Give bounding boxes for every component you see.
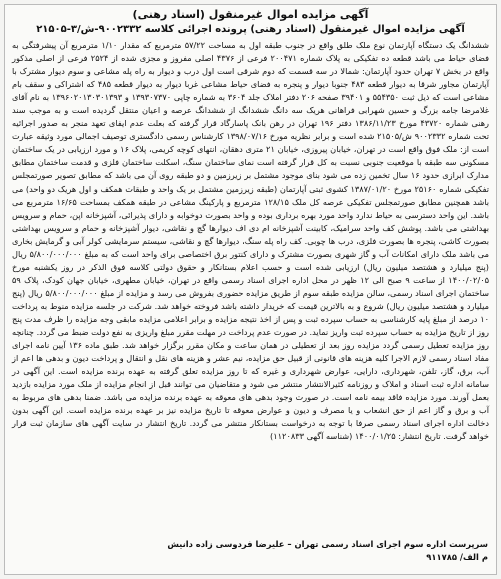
notice-title: آگهی مزایده اموال غیرمنقول (اسناد رهنی) [132,8,369,21]
notice-footer [5,538,496,564]
reference-number: م الف/ ۹۱۱۷۸۵ [426,552,488,562]
newspaper-clipping [4,4,497,575]
notice-body: ششدانگ یک دستگاه آپارتمان نوع ملک طلق واقع در جنوب طبقه اول به مساحت ۵۷/۲۲ مترمربع که مقدار ۱/۱۰ مترمربع آن پیشرفتگی به فضای حیاط می باشد قطعه ده تفکیکی به پلاک شماره ۲۰۰۴۷۱ فرعی از ۴۳۷۶ اصلی مفروز و مجزی شده از ۲۵۲۴ فرعی از اصلی مذکور واقع در بخش ۷ تهران حدود آپارتمان: شمالا در سه قسمت که دوم شرقی است اول درب و دیوار به راه پله مشاعی و سوم دیوار مشترک با آپارتمان مجاور شرقا به دیوار قطعه ۴۸۳ جنوبا دیوار و پنجره به فضای حیاط مشاعی غربا دیوار به دیوار قطعه ۴۸۵ که اشتراکی و سقف بام مشاعی است که ذیل ثبت ۵۵۴۳۵۰ و ۳۹۴۰۱ صفحه ۲۰۶ دفتر املاک جلد ۳۶۰۴ به شماره چاپی ۱۳۹۳۰۷۳۷۰ و ۱۳۹۶۰۲۰۱۳۰۳۰۱۳۹۳ به نام آقای غلامرضا جامه بزرگ و حسین شهرابی فراهانی هریک سه دانگ ششدانگ از ششدانگ عرصه و اعیان منتقل گردیده است و به موجب سند رهنی شماره ۴۳۷۲۰ مورخ ۱۳۸۶/۱۱/۲۳ دفتر ۱۹۶ تهران در رهن بانک پاسارگاد قرار گرفته که بعلت عدم ایفای تعهد منجر به صدور اجرائیه تحت شماره ۹۰۰۲۳۳۲ ش/۲۱۵۰۵ شده است و برابر نظریه مورخ ۱۳۹۸/۰۷/۱۶ کارشناس رسمی دادگستری توصیف اجمالی مورد وثیقه عبارت است از: ملک فوق واقع است در تهران، خیابان پیروزی، خیابان ۲۱ متری دهقان، انتهای کوچه کریمی، پلاک ۱۶ و مورد ارزیابی در یک ساختمان مسکونی سه طبقه با موقعیت جنوبی نسبت به کل قرار گرفته است نمای ساختمان سنگ، اسکلت ساختمان فلزی و قدمت ساختمان مطابق مدارک ابرازی حدود ۱۶ سال تخمین زده می شود بنای موجود مشتمل بر زیرزمین و دو طبقه روی آن می باشد که مطابق تصویر صورتمجلس تفکیکی شماره ۲۵۱۶۰ مورخ ۱۳۸۷/۰۱/۲۰ کشوی ثبتی آپارتمان (طبقه زیرزمین مشتمل بر یک واحد و طبقات همکف و اول هریک دو واحد) می باشد همچنین مطابق صورتمجلس تفکیکی عرصه کل ملک ۱۲۸/۱۵ مترمربع و پارکینگ مشاعی در طبقه همکف بمساحت ۱۶/۶۵ مترمربع می باشد. این واحد دسترسی به حیاط ندارد واحد مورد بهره برداری بوده و واحد بصورت دوخوابه و دارای پذیرائی، آشپزخانه اپن، حمام و سرویس بهداشتی می باشد. پوشش کف واحد سرامیک، کابینت آشپزخانه ام دی اف دیوارها گچ و نقاشی، دیوار آشپزخانه و حمام و سرویس بهداشتی بصورت کاشی، پنجره ها بصورت فلزی، درب ها چوبی. کف راه پله سنگ، دیوارها گچ و نقاشی، سیستم سرمایشی کولر آبی و گرمایش بخاری می باشد ملک دارای امکانات آب و گاز شهری بصورت مشترک و دارای کنتور برق اختصاصی برای واحد است که به مبلغ ۵/۸۰۰/۰۰۰/۰۰۰ ریال (پنج میلیارد و هشتصد میلیون ریال) ارزیابی شده است و حسب اعلام بستانکار و حقوق دولتی کلاسه فوق الذکر در روز یکشنبه مورخ ۱۴۰۰/۰۲/۰۵ از ساعت ۹ صبح الی ۱۲ ظهر در محل اداره اجرای اسناد رسمی واقع در تهران، خیابان مطهری، خیابان جهان کودک، پلاک ۵۹ ساختمان اجرای اسناد رسمی، سالن مزایده طبقه سوم از طریق مزایده حضوری بفروش می رسد و مزایده از مبلغ ۵/۸۰۰/۰۰۰/۰۰۰ ریال (پنج میلیارد و هشتصد میلیون ریال) شروع و به بالاترین قیمت که خریدار داشته باشد فروخته خواهد شد. شرکت در جلسه مزایده منوط به پرداخت ۱۰ درصد از مبلغ پایه کارشناسی به حساب سپرده ثبت و پس از اخذ نتیجه مزایده و برابر اعلامی مزایده مابقی وجه مزایده را ظرف مدت پنج روز از تاریخ مزایده به حساب سپرده ثبت واریز نماید. در صورت عدم پرداخت در مهلت مقرر مبلغ واریزی به نفع دولت ضبط می گردد. چنانچه روز مزایده تعطیل رسمی گردد مزایده روز بعد از تعطیلی در همان ساعت و مکان مقرر برگزار خواهد شد. طبق ماده ۱۳۶ آیین نامه اجرای مفاد اسناد رسمی لازم الاجرا کلیه هزینه های قانونی از قبیل حق مزایده، نیم عشر و هزینه های نقل و انتقال و پرداخت دیون و بدهی ها اعم از آب، برق، گاز، تلفن، شهرداری، دارایی، عوارض شهرداری و غیره که تا روز مزایده تعلق گرفته به عهده برنده مزایده است. این آگهی در سامانه اداره ثبت اسناد و املاک و روزنامه کثیرالانتشار منتشر می شود و متقاضیان می توانند قبل از انجام مزایده از ملک مورد مزایده بازدید بعمل آورند. مورد مزایده فاقد بیمه نامه است. در صورت وجود بدهی های معوقه به عهده برنده مزایده می باشد. ضمنا بدهی های مربوط به آب و برق و گاز اعم از حق انشعاب و یا مصرف و دیون و عوارض معوقه تا تاریخ مزایده نیز بر عهده برنده مزایده است. این آگهی بدون دخالت اداره اجرای اسناد رسمی صرفا با توجه به درخواست بستانکار منتشر می گردد. تاریخ انتشار در سایت آگهی های سازمان ثبت قرار خواهد گرفت. تاریخ انتشار: ۱۴۰۰/۰۱/۲۵ (شناسه آگهی ۱۱۲۰۸۳۳) [12,40,490,442]
signature-line: سرپرست اداره سوم اجرای اسناد رسمی تهران – علیرضا فردوسی زاده دانیش [167,539,488,549]
notice-subtitle: آگهی مزایده اموال غیرمنقول (اسناد رهنی) پرونده اجرائی کلاسه ۹۰۰۲۳۳۲-ش/۳-۲۱۵۰۵ [36,24,465,35]
